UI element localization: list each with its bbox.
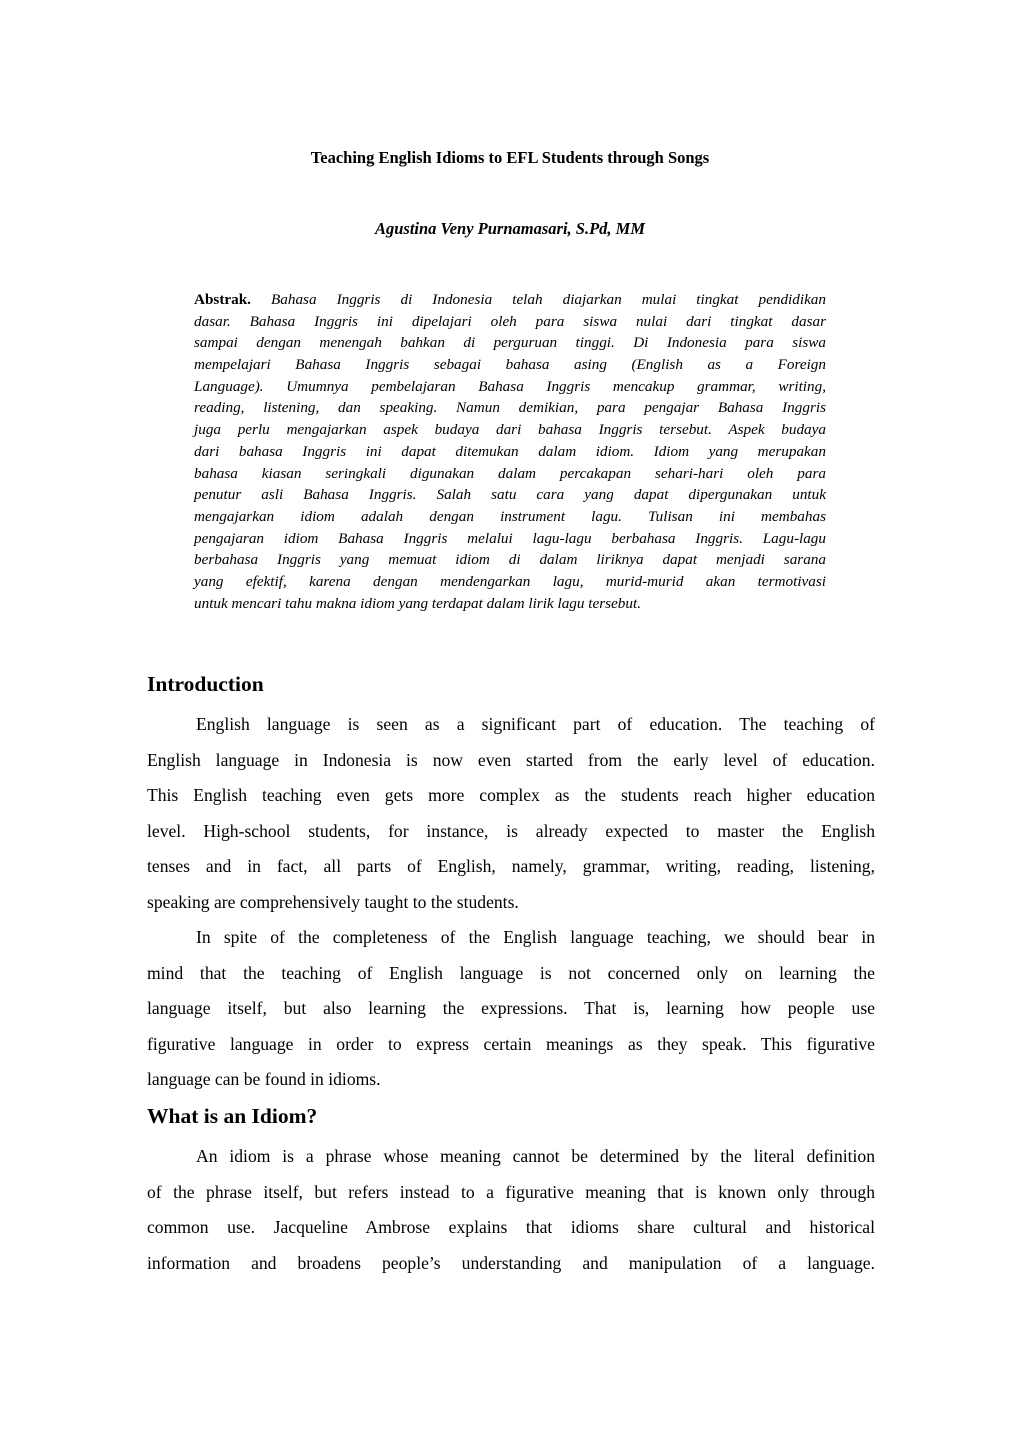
paper-author: Agustina Veny Purnamasari, S.Pd, MM: [374, 219, 646, 238]
abstract-line: juga perlu mengajarkan aspek budaya dari bahasa Inggris tersebut. Aspek budaya: [194, 421, 826, 439]
abstract-line: mempelajari Bahasa Inggris sebagai bahasa asing (English as a Foreign: [194, 356, 826, 374]
body-line: information and broadens people’s understanding and manipulation of a language.: [147, 1252, 875, 1273]
body-line: common use. Jacqueline Ambrose explains that idioms share cultural and historical: [147, 1217, 875, 1237]
body-line: tenses and in fact, all parts of English, namely, grammar, writing, reading, listening,: [147, 856, 875, 876]
idiom-paragraph-1: [147, 1139, 875, 1281]
body-line: language can be found in idioms.: [147, 1069, 381, 1089]
body-line: An idiom is a phrase whose meaning cannot be determined by the literal definition: [196, 1146, 875, 1166]
body-line: This English teaching even gets more complex as the students reach higher education: [147, 785, 875, 805]
abstract-text: Bahasa Inggris di Indonesia telah diajarkan mulai tingkat pendidikan: [250, 291, 826, 308]
abstract-label: Abstrak.: [194, 291, 251, 308]
abstract-line: bahasa kiasan seringkali digunakan dalam percakapan sehari-hari oleh para: [194, 464, 826, 482]
body-line: language itself, but also learning the expressions. That is, learning how people use: [147, 998, 875, 1018]
body-line: English language is seen as a significant part of education. The teaching of: [196, 714, 875, 734]
abstract-line: berbahasa Inggris yang memuat idiom di dalam liriknya dapat menjadi sarana: [194, 551, 826, 569]
introduction-paragraph-2: [147, 920, 875, 1098]
abstract-line: reading, listening, dan speaking. Namun demikian, para pengajar Bahasa Inggris: [194, 399, 826, 417]
body-line: speaking are comprehensively taught to the students.: [147, 891, 519, 912]
section-heading-what-is-an-idiom: What is an Idiom?: [147, 1104, 318, 1128]
paper-title: Teaching English Idioms to EFL Students through Songs: [310, 148, 710, 167]
introduction-paragraph-1: [147, 707, 875, 920]
abstract-line: dasar. Bahasa Inggris ini dipelajari oleh para siswa nulai dari tingkat dasar: [194, 312, 826, 330]
abstract-line: yang efektif, karena dengan mendengarkan lagu, murid-murid akan termotivasi: [194, 572, 826, 590]
abstract-line: [194, 289, 826, 311]
abstract-line: penutur asli Bahasa Inggris. Salah satu cara yang dapat dipergunakan untuk: [194, 486, 826, 504]
abstract-line: sampai dengan menengah bahkan di perguruan tinggi. Di Indonesia para siswa: [194, 334, 826, 352]
body-line: In spite of the completeness of the English language teaching, we should bear in: [196, 927, 875, 947]
abstract-line: mengajarkan idiom adalah dengan instrument lagu. Tulisan ini membahas: [194, 507, 826, 525]
section-heading-introduction: Introduction: [147, 672, 264, 696]
body-line: of the phrase itself, but refers instead to a figurative meaning that is known only through: [147, 1181, 875, 1202]
abstract-line: untuk mencari tahu makna idiom yang terdapat dalam lirik lagu tersebut.: [194, 594, 641, 612]
body-line: English language in Indonesia is now even started from the early level of education.: [147, 749, 875, 770]
body-line: figurative language in order to express certain meanings as they speak. This figurative: [147, 1033, 875, 1054]
abstract-block: [194, 289, 826, 614]
abstract-line: dari bahasa Inggris ini dapat ditemukan dalam idiom. Idiom yang merupakan: [194, 442, 826, 460]
abstract-line: Language). Umumnya pembelajaran Bahasa Inggris mencakup grammar, writing,: [194, 377, 826, 395]
body-line: mind that the teaching of English language is not concerned only on learning the: [147, 962, 875, 983]
body-line: level. High-school students, for instance, is already expected to master the English: [147, 820, 875, 841]
abstract-line: pengajaran idiom Bahasa Inggris melalui lagu-lagu berbahasa Inggris. Lagu-lagu: [194, 529, 826, 547]
